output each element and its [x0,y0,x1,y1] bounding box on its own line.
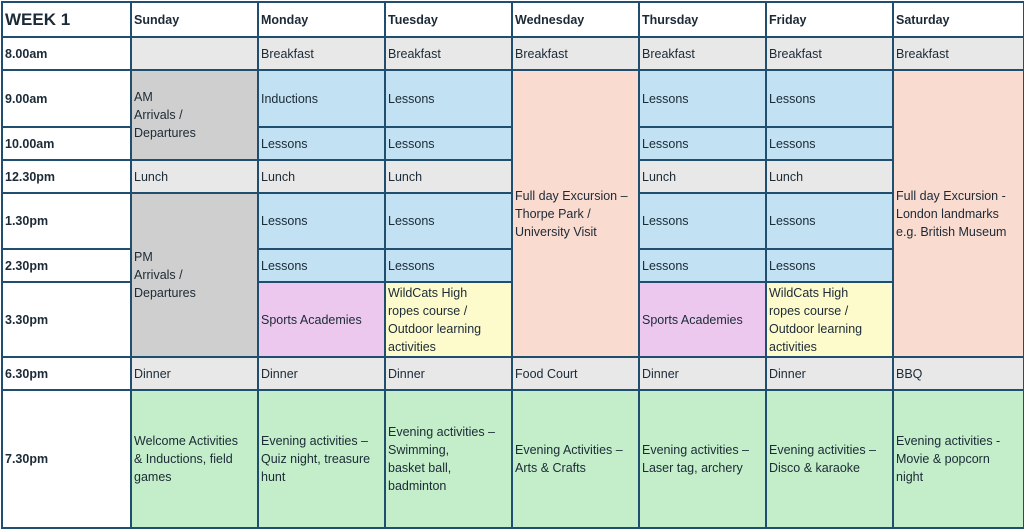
schedule-cell: Full day Excursion – Thorpe Park / University Visit [512,70,639,357]
schedule-cell: Evening activities – Quiz night, treasure hunt [258,390,385,528]
schedule-cell: Breakfast [766,37,893,70]
schedule-cell: Inductions [258,70,385,127]
day-header-tuesday: Tuesday [385,2,512,37]
schedule-cell: Lessons [385,193,512,249]
schedule-cell: Breakfast [893,37,1024,70]
day-header-thursday: Thursday [639,2,766,37]
schedule-cell: WildCats High ropes course / Outdoor learning activities [766,282,893,357]
schedule-cell: Lessons [385,127,512,160]
table-row [2,390,1024,528]
schedule-cell: Lessons [766,193,893,249]
table-row [2,37,1024,70]
schedule-cell: Sports Academies [639,282,766,357]
time-label: 8.00am [2,37,131,70]
schedule-cell: WildCats High ropes course / Outdoor learning activities [385,282,512,357]
schedule-cell: Lessons [258,193,385,249]
schedule-cell: AM Arrivals / Departures [131,70,258,160]
schedule-cell [131,37,258,70]
schedule-cell: Lunch [258,160,385,193]
schedule-cell: Evening activities – Swimming, basket ball, badminton [385,390,512,528]
time-label: 9.00am [2,70,131,127]
schedule-cell: Lunch [639,160,766,193]
schedule-cell: Welcome Activities & Inductions, field games [131,390,258,528]
schedule-cell: Dinner [385,357,512,390]
schedule-cell: Lessons [385,70,512,127]
schedule-cell: Lessons [766,249,893,282]
schedule-cell: Dinner [258,357,385,390]
time-label: 12.30pm [2,160,131,193]
schedule-cell: Lessons [258,249,385,282]
schedule-cell: Dinner [639,357,766,390]
day-header-saturday: Saturday [893,2,1024,37]
schedule-cell: Lunch [131,160,258,193]
schedule-cell: Breakfast [258,37,385,70]
schedule-cell: Full day Excursion - London landmarks e.g. British Museum [893,70,1024,357]
schedule-cell: Lessons [385,249,512,282]
time-label: 2.30pm [2,249,131,282]
schedule-cell: Lessons [766,127,893,160]
schedule-cell: Dinner [766,357,893,390]
time-label: 6.30pm [2,357,131,390]
schedule-cell: Evening activities – Disco & karaoke [766,390,893,528]
time-label: 3.30pm [2,282,131,357]
table-row [2,357,1024,390]
schedule-cell: Dinner [131,357,258,390]
day-header-friday: Friday [766,2,893,37]
weekly-schedule-table [1,1,1024,529]
schedule-cell: Breakfast [639,37,766,70]
schedule-cell: Lessons [639,127,766,160]
schedule-cell: Breakfast [385,37,512,70]
schedule-cell: Food Court [512,357,639,390]
time-label: 7.30pm [2,390,131,528]
schedule-cell: Lessons [639,249,766,282]
schedule-cell: Lunch [766,160,893,193]
schedule-cell: Lessons [766,70,893,127]
table-row [2,70,1024,127]
schedule-cell: Evening activities – Laser tag, archery [639,390,766,528]
schedule-cell: PM Arrivals / Departures [131,193,258,357]
schedule-cell: Lessons [639,70,766,127]
schedule-cell: Lessons [258,127,385,160]
schedule-cell: Lessons [639,193,766,249]
schedule-cell: Sports Academies [258,282,385,357]
schedule-cell: Evening activities - Movie & popcorn night [893,390,1024,528]
week-label: WEEK 1 [2,2,131,37]
day-header-sunday: Sunday [131,2,258,37]
schedule-cell: Lunch [385,160,512,193]
day-header-wednesday: Wednesday [512,2,639,37]
time-label: 1.30pm [2,193,131,249]
schedule-cell: BBQ [893,357,1024,390]
schedule-cell: Breakfast [512,37,639,70]
time-label: 10.00am [2,127,131,160]
header-row [2,2,1024,37]
day-header-monday: Monday [258,2,385,37]
schedule-cell: Evening Activities – Arts & Crafts [512,390,639,528]
